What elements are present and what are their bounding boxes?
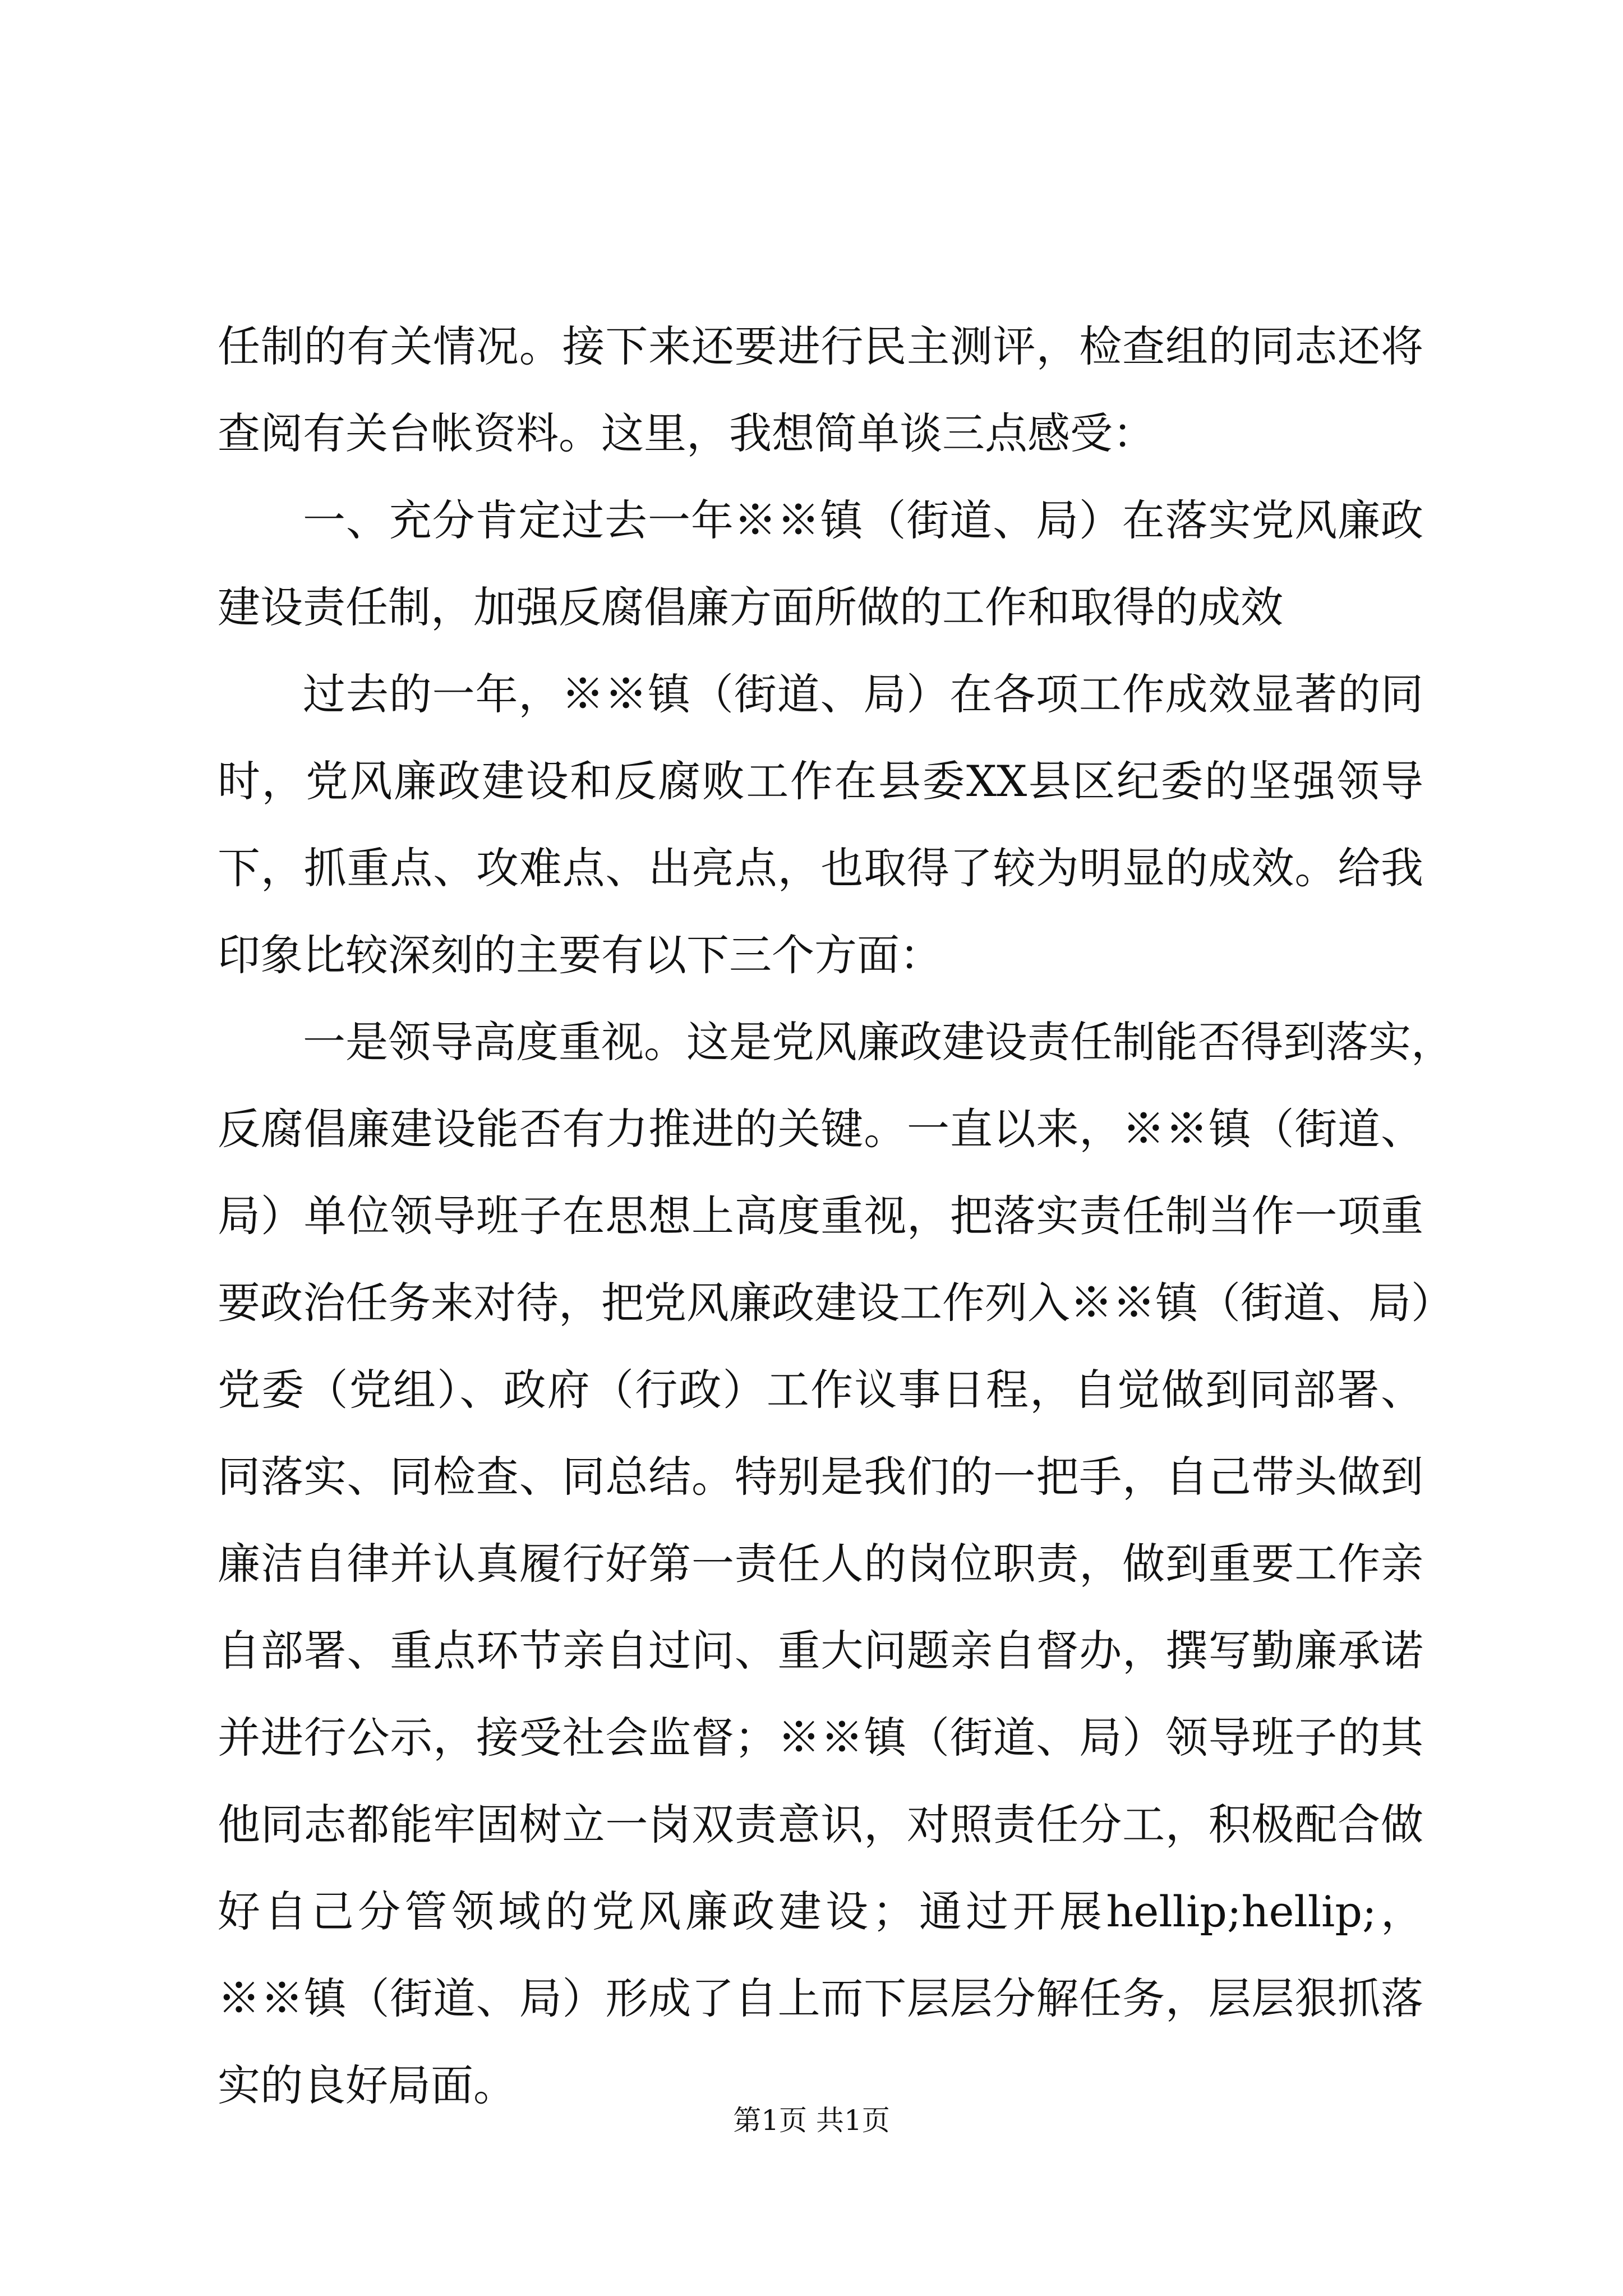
text-line: 他同志都能牢固树立一岗双责意识，对照责任分工，积极配合做 xyxy=(218,1800,1423,1849)
section-heading-line: 一、充分肯定过去一年※※镇（街道、局）在落实党风廉政 xyxy=(303,495,1423,545)
text-line: 印象比较深刻的主要有以下三个方面： xyxy=(218,930,942,980)
text-line: ※※镇（街道、局）形成了自上而下层层分解任务，层层狠抓落 xyxy=(218,1973,1423,2023)
text-line: 同落实、同检查、同总结。特别是我们的一把手，自己带头做到 xyxy=(218,1452,1423,1502)
text-line: 党委（党组）、政府（行政）工作议事日程，自觉做到同部署、 xyxy=(218,1365,1423,1415)
text-line: 任制的有关情况。接下来还要进行民主测评，检查组的同志还将 xyxy=(218,321,1423,371)
text-line: 自部署、重点环节亲自过问、重大问题亲自督办，撰写勤廉承诺 xyxy=(218,1626,1423,1676)
text-line: 并进行公示，接受社会监督；※※镇（街道、局）领导班子的其 xyxy=(218,1713,1423,1763)
section-heading-line: 建设责任制，加强反腐倡廉方面所做的工作和取得的成效 xyxy=(218,582,1283,632)
text-line: 查阅有关台帐资料。这里，我想简单谈三点感受： xyxy=(218,408,1155,458)
text-line: 实的良好局面。 xyxy=(218,2060,516,2110)
text-line: 局）单位领导班子在思想上高度重视，把落实责任制当作一项重 xyxy=(218,1191,1423,1241)
text-line: 反腐倡廉建设能否有力推进的关键。一直以来，※※镇（街道、 xyxy=(218,1104,1423,1154)
page-footer: 第1页 共1页 xyxy=(733,2104,890,2137)
text-line: 一是领导高度重视。这是党风廉政建设责任制能否得到落实， xyxy=(303,1017,1454,1067)
text-line: 廉洁自律并认真履行好第一责任人的岗位职责，做到重要工作亲 xyxy=(218,1539,1423,1589)
text-line: 要政治任务来对待，把党风廉政建设工作列入※※镇（街道、局） xyxy=(218,1278,1454,1328)
text-line: 好自己分管领域的党风廉政建设；通过开展hellip;hellip;， xyxy=(218,1887,1423,1936)
text-line: 时，党风廉政建设和反腐败工作在县委XX县区纪委的坚强领导 xyxy=(218,756,1423,806)
body-text xyxy=(218,303,1454,2129)
text-line: 过去的一年，※※镇（街道、局）在各项工作成效显著的同 xyxy=(303,669,1423,719)
text-line: 下，抓重点、攻难点、出亮点，也取得了较为明显的成效。给我 xyxy=(218,843,1423,893)
